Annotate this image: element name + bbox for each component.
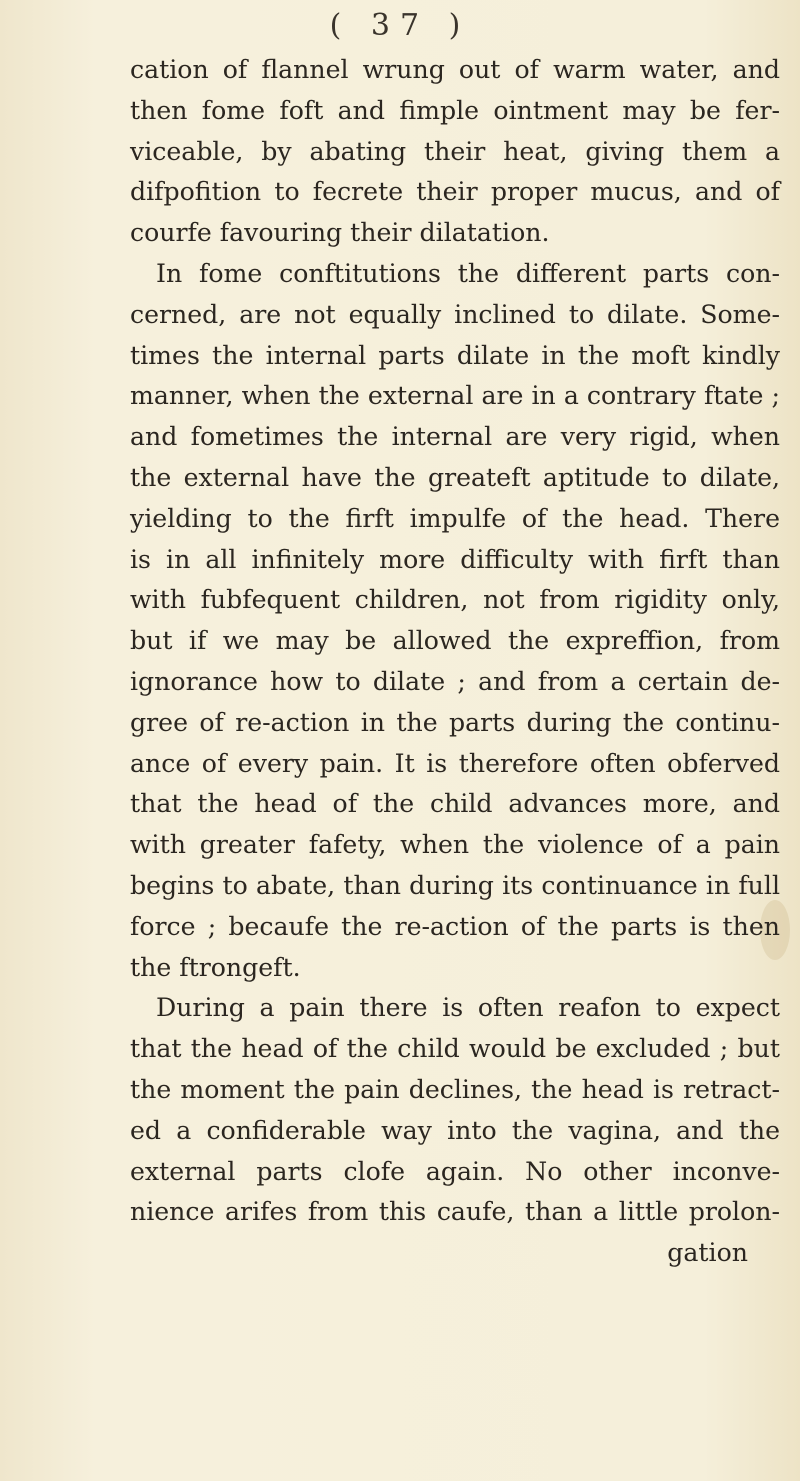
text-line: with fubfequent children, not from rigidity only, [130,585,780,615]
text-line: is in all infinitely more difficulty with firft than [130,544,780,574]
text-line: external parts clofe again. No other inconve- [130,1156,780,1186]
text-line: In fome conftitutions the different parts con- [156,258,780,288]
text-line: times the internal parts dilate in the moft kindly [130,340,780,370]
text-line: viceable, by abating their heat, giving them a [130,136,780,166]
text-line: nience arifes from this caufe, than a little prolon- [130,1197,780,1227]
text-line: ignorance how to dilate ; and from a certain de- [130,666,780,696]
text-line: with greater fafety, when the violence of a pain [130,830,780,860]
text-line: the ftrongeft. [130,952,301,982]
text-line: that the head of the child advances more, and [130,789,780,819]
text-line: courfe favouring their dilatation. [130,218,550,248]
text-line: ance of every pain. It is therefore often obferved [130,748,780,778]
text-line: manner, when the external are in a contrary ftate ; [130,381,780,411]
text-line: cation of flannel wrung out of warm water, and [130,55,780,84]
text-line: difpofition to fecrete their proper mucus, and of [130,177,780,207]
catchword: gation [667,1238,748,1268]
text-line: and fometimes the internal are very rigid, when [130,422,780,452]
text-line: but if we may be allowed the expreffion, from [130,626,780,656]
text-line: During a pain there is often reafon to expect [156,993,780,1023]
page-number-header: ( 37 ) [329,8,471,43]
text-line: gree of re-action in the parts during the continu- [130,707,780,737]
body-text [130,50,780,1274]
text-line: then fome foft and fimple ointment may be fer- [130,95,780,125]
text-line: yielding to the firft impulfe of the head. There [130,503,780,533]
text-line: the external have the greateft aptitude to dilate, [130,462,780,492]
text-line: that the head of the child would be excluded ; but [130,1034,780,1064]
text-line: begins to abate, than during its continuance in full [130,870,780,900]
text-line: cerned, are not equally inclined to dilate. Some- [130,299,780,329]
text-line: the moment the pain declines, the head is retract- [130,1074,780,1104]
text-line: ed a confiderable way into the vagina, and the [130,1115,780,1145]
text-line: force ; becaufe the re-action of the parts is then [130,911,780,941]
